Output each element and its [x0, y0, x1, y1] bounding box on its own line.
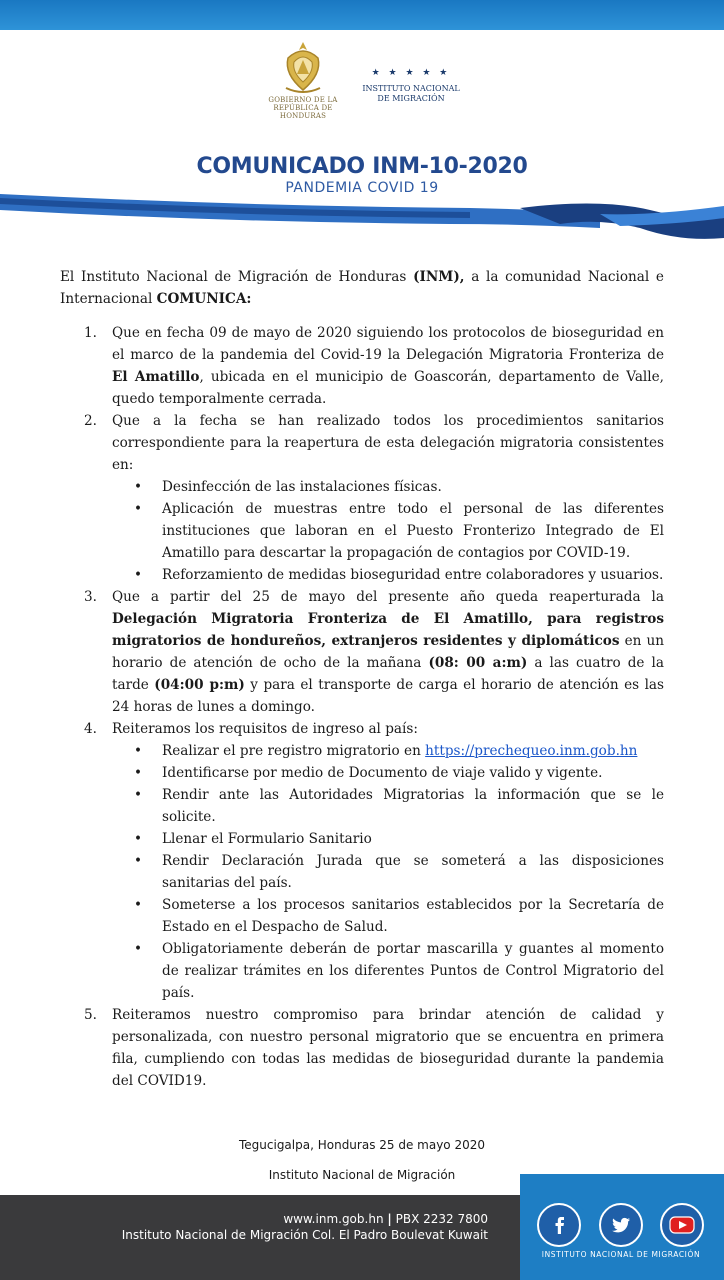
bullet-item [112, 498, 664, 564]
numbered-list [60, 322, 664, 1092]
bullet-text: Reforzamiento de medidas bioseguridad entre colaboradores y usuarios. [162, 567, 664, 583]
item-bold-text: (04:00 p:m) [154, 677, 245, 693]
list-item-3 [60, 586, 664, 718]
intro-inm-bold: (INM), [413, 269, 465, 285]
item-text: a las cuatro de la tarde [112, 655, 664, 693]
item-bold-text: (08: 00 a:m) [428, 655, 528, 671]
ribbon-decoration [0, 188, 724, 246]
bullet-text: Aplicación de muestras entre todo el personal de las diferentes instituciones que laboran en el Puesto Fronterizo Integrado de El Amatillo para descartar la propagación de contagios por COVID-19. [162, 501, 664, 561]
item-text: , ubicada en el municipio de Goascorán, departamento de Valle, quedo temporalmente cerrada. [112, 369, 664, 407]
intro-comunica-bold: COMUNICA: [156, 291, 252, 307]
bullet-text: Someterse a los procesos sanitarios establecidos por la Secretaría de Estado en el Despacho de Salud. [162, 897, 664, 935]
list-item-1 [60, 322, 664, 410]
youtube-icon[interactable] [660, 1203, 704, 1247]
item-text: en un horario de atención de ocho de la mañana [112, 633, 664, 671]
bullet-item [112, 938, 664, 1004]
bullet-icon: • [134, 897, 143, 913]
inm-logo-line2: DE MIGRACIÓN [377, 94, 445, 103]
footer-website[interactable]: www.inm.gob.hn [283, 1212, 384, 1226]
footer-contact [0, 1212, 488, 1226]
bullet-text: Realizar el pre registro migratorio en [162, 743, 426, 759]
bullet-item [112, 784, 664, 828]
bullet-icon: • [134, 567, 143, 583]
bullet-icon: • [134, 765, 143, 781]
twitter-glyph-icon [609, 1213, 633, 1237]
intro-paragraph [60, 266, 664, 310]
inm-logo [352, 68, 470, 104]
bullet-icon: • [134, 743, 143, 759]
inm-logo-line1: INSTITUTO NACIONAL [362, 84, 460, 93]
page-subtitle: PANDEMIA COVID 19 [285, 180, 439, 196]
bullet-item [112, 894, 664, 938]
facebook-glyph-icon [547, 1213, 571, 1237]
footer-social-caption: INSTITUTO NACIONAL DE MIGRACIÓN [541, 1250, 701, 1259]
page-title: COMUNICADO INM-10-2020 [196, 154, 528, 179]
bullet-icon: • [134, 501, 143, 517]
coat-of-arms-icon [280, 40, 326, 96]
item-number: 4. [84, 721, 97, 737]
bullet-text: Obligatoriamente deberán de portar mascarilla y guantes al momento de realizar trámites en los diferentes Puntos de Control Migratorio del país. [162, 941, 664, 1001]
intro-text: El Instituto Nacional de Migración de Honduras [60, 269, 414, 285]
star-row-icon: ★ ★ ★ ★ ★ [371, 68, 451, 78]
bullet-text: Desinfección de las instalaciones físicas. [162, 479, 442, 495]
bullet-list [112, 476, 664, 586]
list-item-2 [60, 410, 664, 586]
list-item-5 [60, 1004, 664, 1092]
item-text: Que a la fecha se han realizado todos los procedimientos sanitarios correspondiente para la reapertura de esta delegación migratoria consistentes en: [112, 413, 664, 473]
footer-separator: | [387, 1212, 392, 1226]
gov-logo-line2: REPÚBLICA DE HONDURAS [273, 104, 333, 120]
item-number: 5. [84, 1007, 97, 1023]
item-bold-text: Delegación Migratoria Fronteriza de El Amatillo, para registros migratorios de hondureños, extranjeros residentes y diplomáticos [112, 611, 664, 649]
communique-body [60, 266, 664, 1092]
item-number: 2. [84, 413, 97, 429]
item-text: Que en fecha 09 de mayo de 2020 siguiendo los protocolos de bioseguridad en el marco de la pandemia del Covid-19 la Delegación Migratoria Fronteriza de [112, 325, 664, 363]
twitter-icon[interactable] [599, 1203, 643, 1247]
youtube-glyph-icon [669, 1215, 695, 1235]
bullet-icon: • [134, 479, 143, 495]
item-text: Que a partir del 25 de mayo del presente año queda reaperturada la [112, 589, 664, 605]
bullet-icon: • [134, 831, 143, 847]
gov-logo-line1: GOBIERNO DE LA [268, 96, 338, 104]
intro-text-2: a la comunidad Nacional e Internacional [60, 269, 664, 307]
bullet-icon: • [134, 941, 143, 957]
bullet-text: Identificarse por medio de Documento de viaje valido y vigente. [162, 765, 603, 781]
bullet-item [112, 828, 664, 850]
bullet-item [112, 740, 664, 762]
footer-phone: PBX 2232 7800 [395, 1212, 488, 1226]
bullet-text: Rendir ante las Autoridades Migratorias la información que se le solicite. [162, 787, 664, 825]
facebook-icon[interactable] [537, 1203, 581, 1247]
signing-organization: Instituto Nacional de Migración [268, 1168, 456, 1182]
item-text: y para el transporte de carga el horario de atención es las 24 horas de lunes a domingo. [112, 677, 665, 715]
bullet-item [112, 850, 664, 894]
bullet-text: Llenar el Formulario Sanitario [162, 831, 372, 847]
item-number: 1. [84, 325, 97, 341]
item-bold-text: El Amatillo [112, 369, 200, 385]
bullet-item [112, 476, 664, 498]
item-number: 3. [84, 589, 97, 605]
place-date: Tegucigalpa, Honduras 25 de mayo 2020 [238, 1138, 486, 1152]
footer-address: Instituto Nacional de Migración Col. El Padro Boulevat Kuwait [121, 1228, 488, 1242]
top-color-bar [0, 0, 724, 30]
bullet-item [112, 762, 664, 784]
gobierno-honduras-logo [250, 40, 356, 120]
bullet-item [112, 564, 664, 586]
bullet-icon: • [134, 787, 143, 803]
item-text: Reiteramos los requisitos de ingreso al país: [112, 721, 418, 737]
bullet-list [112, 740, 664, 1004]
prechequeo-link[interactable]: https://prechequeo.inm.gob.hn [425, 743, 638, 759]
item-text: Reiteramos nuestro compromiso para brindar atención de calidad y personalizada, con nuestro personal migratorio que se encuentra en primera fila, cumpliendo con todas las medidas de bioseguridad durante la pandemia del COVID19. [112, 1007, 664, 1089]
bullet-icon: • [134, 853, 143, 869]
list-item-4 [60, 718, 664, 1004]
bullet-text: Rendir Declaración Jurada que se someterá a las disposiciones sanitarias del país. [162, 853, 664, 891]
